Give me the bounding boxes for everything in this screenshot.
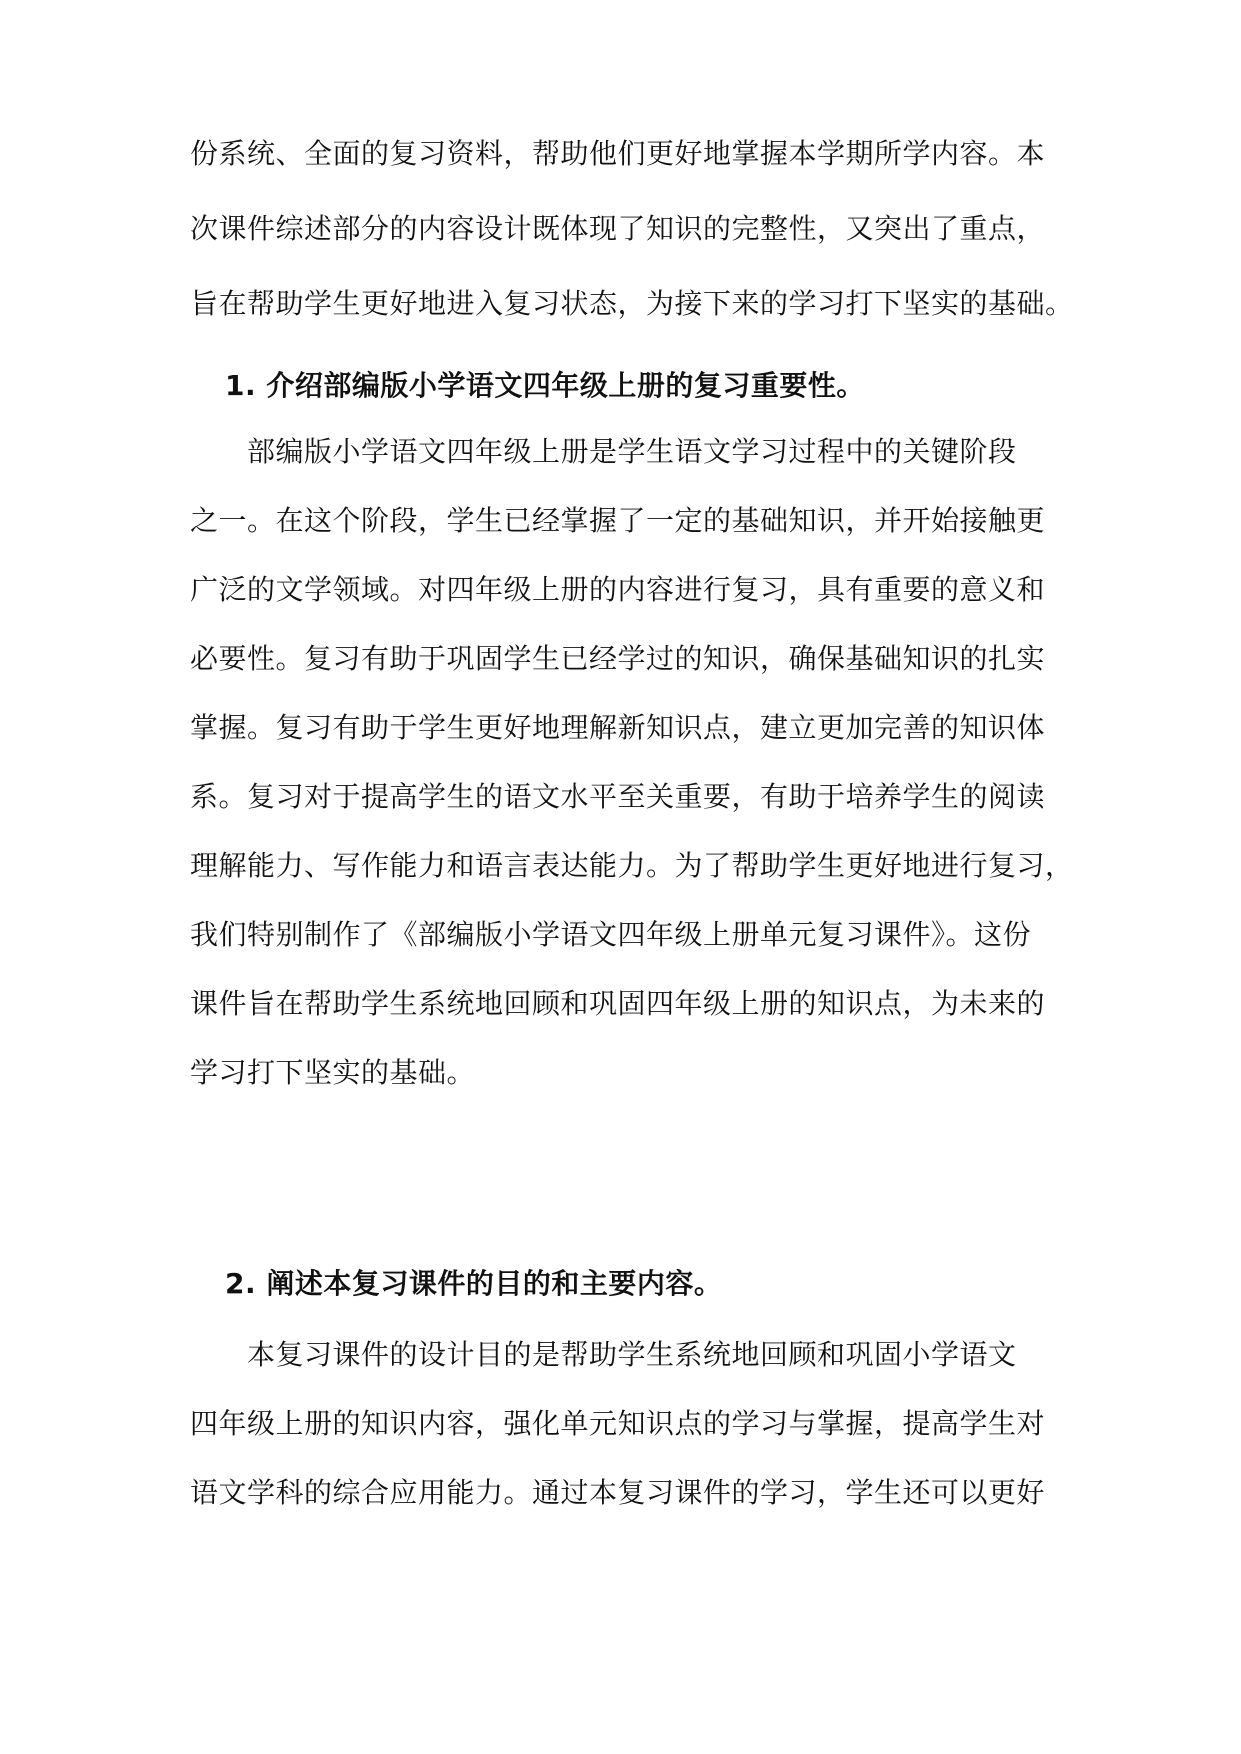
paragraph-line: 之一。在这个阶段，学生已经掌握了一定的基础知识，并开始接触更 xyxy=(190,504,1046,537)
intro-paragraph xyxy=(190,134,1074,324)
paragraph-line: 我们特别制作了《部编版小学语文四年级上册单元复习课件》。这份 xyxy=(190,918,1032,951)
paragraph-line: 次课件综述部分的内容设计既体现了知识的完整性，又突出了重点， xyxy=(190,212,1046,245)
paragraph-line: 部编版小学语文四年级上册是学生语文学习过程中的关键阶段 xyxy=(190,435,1017,468)
section-2-paragraph xyxy=(190,1335,1060,1513)
section-heading: 1. 介绍部编版小学语文四年级上册的复习重要性。 xyxy=(225,369,865,402)
section-1-paragraph xyxy=(190,432,1074,1093)
paragraph-line: 系。复习对于提高学生的语文水平至关重要，有助于培养学生的阅读 xyxy=(190,780,1046,813)
paragraph-line: 掌握。复习有助于学生更好地理解新知识点，建立更加完善的知识体 xyxy=(190,711,1046,744)
paragraph-line: 语文学科的综合应用能力。通过本复习课件的学习，学生还可以更好 xyxy=(190,1476,1046,1509)
paragraph-line: 必要性。复习有助于巩固学生已经学过的知识，确保基础知识的扎实 xyxy=(190,642,1046,675)
paragraph-line: 课件旨在帮助学生系统地回顾和巩固四年级上册的知识点，为未来的 xyxy=(190,987,1046,1020)
paragraph-line: 学习打下坚实的基础。 xyxy=(190,1056,476,1089)
paragraph-line: 理解能力、写作能力和语言表达能力。为了帮助学生更好地进行复习， xyxy=(190,849,1074,882)
section-1-heading-block xyxy=(225,366,1095,406)
section-heading: 2. 阐述本复习课件的目的和主要内容。 xyxy=(225,1267,723,1300)
paragraph-line: 旨在帮助学生更好地进入复习状态，为接下来的学习打下坚实的基础。 xyxy=(190,287,1074,320)
paragraph-line: 份系统、全面的复习资料，帮助他们更好地掌握本学期所学内容。本 xyxy=(190,137,1046,170)
paragraph-line: 广泛的文学领域。对四年级上册的内容进行复习，具有重要的意义和 xyxy=(190,573,1046,606)
paragraph-line: 本复习课件的设计目的是帮助学生系统地回顾和巩固小学语文 xyxy=(190,1338,1017,1371)
section-2-heading-block xyxy=(225,1264,1095,1304)
paragraph-line: 四年级上册的知识内容，强化单元知识点的学习与掌握，提高学生对 xyxy=(190,1407,1046,1440)
